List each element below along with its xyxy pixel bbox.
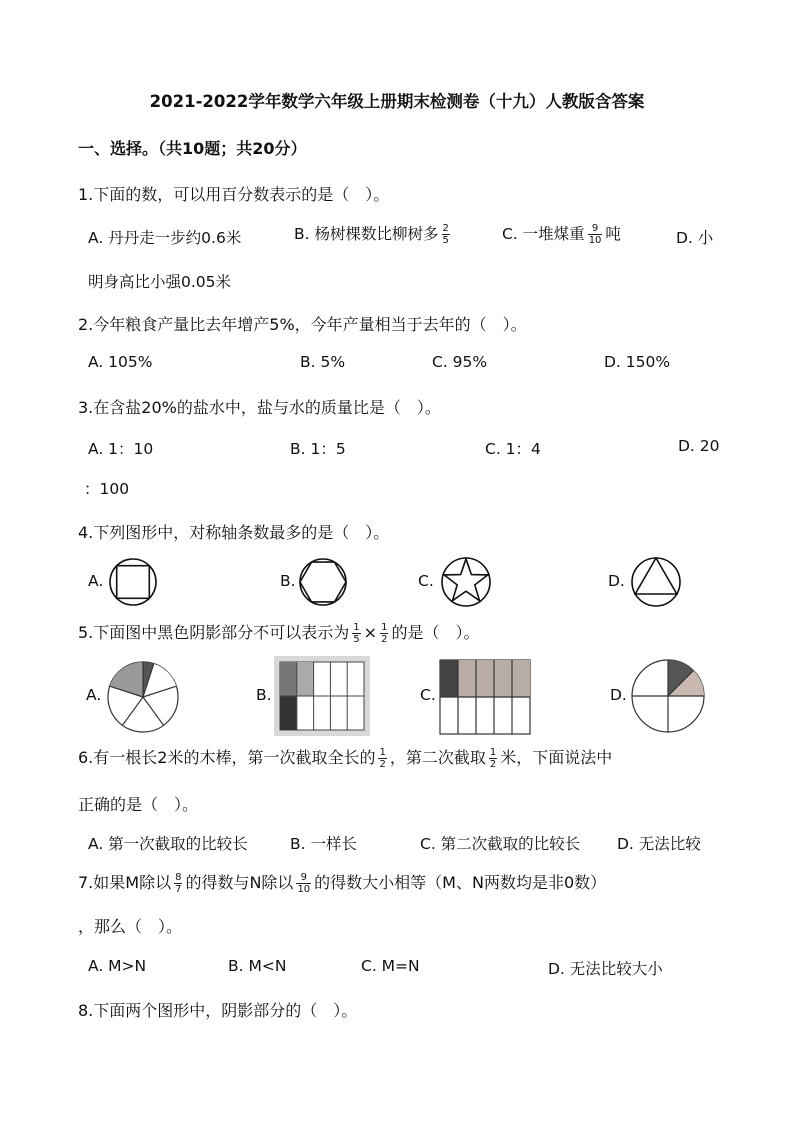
question-4-stem: 4.下列图形中，对称轴条数最多的是（ ）。 [78,523,390,542]
fraction: $\frac{2}{5}$ [442,223,449,246]
question-8-stem: 8.下面两个图形中，阴影部分的（ ）。 [78,1001,358,1020]
option-c-unit: 吨 [605,225,621,243]
question-3-stem: 3.在含盐20%的盐水中，盐与水的质量比是（ ）。 [78,398,441,417]
circle-with-star-figure [440,556,492,608]
question-4-option-d[interactable]: D. [608,572,625,590]
stem-text: ，第二次截取 [389,748,486,767]
question-6-option-c[interactable]: C. 第二次截取的比较长 [420,835,581,853]
stem-text: 5.下面图中黑色阴影部分不可以表示为 [78,623,350,642]
times-sign: × [363,623,378,642]
question-1-option-b[interactable] [294,222,453,246]
section-heading: 一、选择。（共10题；共20分） [78,139,307,158]
question-7-stem [78,870,606,895]
question-5-option-b[interactable]: B. [256,686,272,704]
circle-with-square-figure [108,557,158,607]
question-7-option-c[interactable]: C. M=N [361,957,420,975]
fraction: $\frac{9}{10}$ [297,872,311,895]
circle-with-hexagon-figure [298,557,348,607]
question-4-option-c[interactable]: C. [418,572,434,590]
question-5-option-c[interactable]: C. [420,686,436,704]
question-3-option-d[interactable]: D. 20 [678,437,720,455]
question-2-option-b[interactable]: B. 5% [300,353,346,371]
fraction: $\frac{1}{2}$ [381,622,388,645]
question-3-option-d-cont: ：100 [84,480,130,498]
question-2-stem: 2.今年粮食产量比去年增产5%，今年产量相当于去年的（ ）。 [78,315,527,334]
question-2-option-d[interactable]: D. 150% [604,353,671,371]
question-3-option-c[interactable]: C. 1：4 [485,440,541,458]
question-1-option-c[interactable] [502,222,621,246]
question-2-option-c[interactable]: C. 95% [432,353,488,371]
question-7-option-b[interactable]: B. M<N [228,957,287,975]
stem-text: 7.如果M除以 [78,873,172,892]
fraction: $\frac{8}{7}$ [175,872,182,895]
question-3-option-b[interactable]: B. 1：5 [290,440,346,458]
stem-text: 的得数与N除以 [185,873,294,892]
question-4-option-a[interactable]: A. [88,572,104,590]
question-1-option-d-cont: 明身高比小强0.05米 [88,273,232,291]
grid-ten-parts-figure [274,656,370,736]
question-1-stem: 1.下面的数，可以用百分数表示的是（ ）。 [78,185,390,204]
question-6-stem-line2: 正确的是（ ）。 [78,795,199,814]
question-6-stem [78,745,612,770]
question-7-option-a[interactable]: A. M>N [88,957,147,975]
circle-with-triangle-figure [630,556,682,608]
fraction: $\frac{9}{10}$ [588,223,602,246]
stem-text: 的是（ ）。 [391,623,480,642]
question-7-option-d[interactable]: D. 无法比较大小 [548,960,663,978]
question-1-option-a[interactable]: A. 丹丹走一步约0.6米 [88,229,242,247]
pie-quarters-figure [630,658,706,734]
pie-fifths-figure [106,660,180,734]
stem-text: 米，下面说法中 [500,748,613,767]
stem-text: 6.有一根长2米的木棒，第一次截取全长的 [78,748,376,767]
question-3-option-a[interactable]: A. 1：10 [88,440,154,458]
question-5-stem [78,620,479,645]
page-title: 2021-2022学年数学六年级上册期末检测卷（十九）人教版含答案 [149,92,645,111]
fraction: $\frac{1}{2}$ [489,747,497,770]
question-6-option-d[interactable]: D. 无法比较 [617,835,701,853]
fraction: $\frac{1}{2}$ [379,747,386,770]
question-6-option-a[interactable]: A. 第一次截取的比较长 [88,835,248,853]
question-5-option-d[interactable]: D. [610,686,627,704]
stem-text: 的得数大小相等（M、N两数均是非0数） [314,873,607,892]
question-6-option-b[interactable]: B. 一样长 [290,835,357,853]
grid-ten-parts-figure-c [440,660,530,734]
question-2-option-a[interactable]: A. 105% [88,353,153,371]
option-b-text: B. 杨树棵数比柳树多 [294,225,439,243]
question-1-option-d[interactable]: D. 小 [676,229,714,247]
option-c-text: C. 一堆煤重 [502,225,585,243]
fraction: $\frac{1}{5}$ [353,622,360,645]
question-5-option-a[interactable]: A. [86,686,102,704]
question-7-stem-line2: ，那么（ ）。 [78,917,183,936]
question-4-option-b[interactable]: B. [280,572,296,590]
